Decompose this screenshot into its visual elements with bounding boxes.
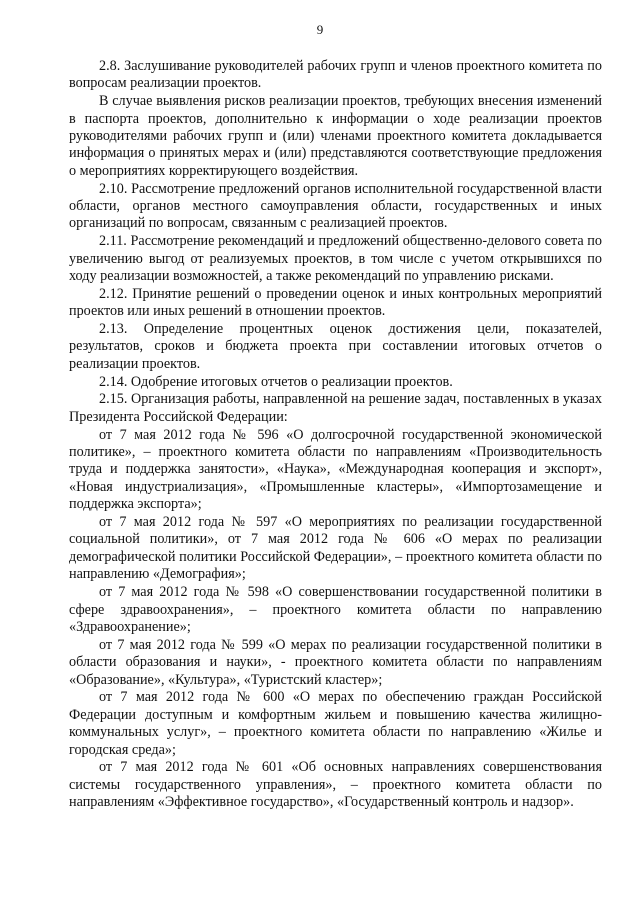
paragraph-decree-596: от 7 мая 2012 года № 596 «О долгосрочной государственной экономической политике», – проектного комитета области по направлениям «Производительность труда и поддержка занятости», «Наука», «Международная кооперация и экспорт», «Новая индустриализация», «Промышленные кластеры», «Импортозамещение и поддержка экспорта»; [69,426,602,513]
paragraph-2-12: 2.12. Принятие решений о проведении оценок и иных контрольных мероприятий проектов или иных решений в отношении проектов. [69,285,602,320]
paragraph-2-11: 2.11. Рассмотрение рекомендаций и предложений общественно-делового совета по увеличению выгод от реализуемых проектов, в том числе с учетом открывшихся по ходу реализации возможностей, а также рекомендаций по управлению рисками. [69,233,602,285]
paragraph-decree-597-606: от 7 мая 2012 года № 597 «О мероприятиях по реализации государственной социальной политики», от 7 мая 2012 года № 606 «О мерах по реализации демографической политики Российской Федерации», – проектного комитета области по направлению «Демография»; [69,514,602,583]
paragraph-2-8: 2.8. Заслушивание руководителей рабочих групп и членов проектного комитета по вопросам реализации проектов. [69,58,602,92]
paragraph-2-13: 2.13. Определение процентных оценок достижения цели, показателей, результатов, сроков и бюджета проекта при составлении итоговых отчетов о реализации проектов. [69,321,602,372]
document-body [69,58,602,812]
paragraph-decree-599: от 7 мая 2012 года № 599 «О мерах по реализации государственной политики в области образования и науки», - проектного комитета области по направлениям «Образование», «Культура», «Туристский кластер»; [69,636,602,688]
paragraph-decree-601: от 7 мая 2012 года № 601 «Об основных направлениях совершенствования системы государственного управления», – проектного комитета области по направлениям «Эффективное государство», «Государственный контроль и надзор». [69,759,602,811]
paragraph-risks: В случае выявления рисков реализации проектов, требующих внесения изменений в паспорта проектов, дополнительно к информации о ходе реализации проектов руководителями рабочих групп и (или) членами проектного комитета докладывается информация о принятых мерах и (или) представляются соответствующие предложения о мероприятиях корректирующего воздействия. [69,93,602,179]
page-number: 9 [316,22,324,37]
paragraph-2-14: 2.14. Одобрение итоговых отчетов о реализации проектов. [99,373,453,390]
paragraph-decree-598: от 7 мая 2012 года № 598 «О совершенствовании государственной политики в сфере здравоохранения», – проектного комитета области по направлению «Здравоохранение»; [69,584,602,635]
paragraph-2-10: 2.10. Рассмотрение предложений органов исполнительной государственной власти области, органов местного самоуправления области, государственных и иных организаций по вопросам, связанным с реализацией проектов. [69,180,602,232]
paragraph-decree-600: от 7 мая 2012 года № 600 «О мерах по обеспечению граждан Российской Федерации доступным и комфортным жильем и повышению качества жилищно-коммунальных услуг», – проектного комитета области по направлению «Жилье и городская среда»; [69,689,602,758]
paragraph-2-15: 2.15. Организация работы, направленной на решение задач, поставленных в указах Президента Российской Федерации: [69,391,602,425]
